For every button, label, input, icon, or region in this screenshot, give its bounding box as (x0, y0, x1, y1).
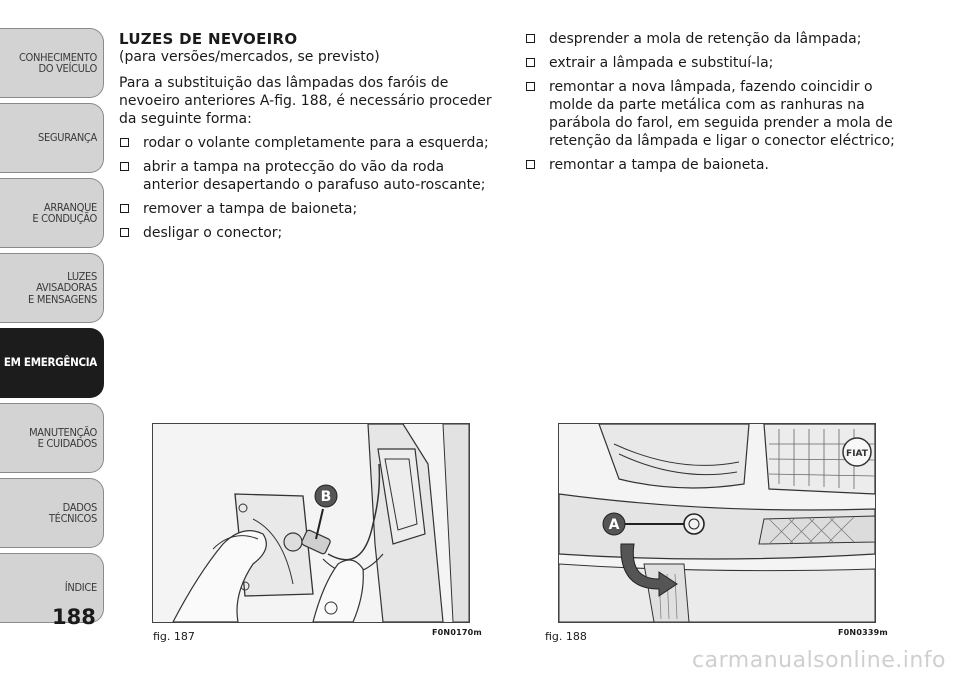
list-item (525, 156, 920, 174)
list-item (525, 30, 920, 48)
checkbox-bullet-icon (526, 160, 535, 169)
tab-seguranca[interactable] (0, 103, 104, 173)
tab-label-line: LUZES (67, 269, 97, 283)
list-item-text: desligar o conector; (143, 225, 283, 241)
tab-arranque-e-conducao[interactable] (0, 178, 104, 248)
list-item-text: remontar a nova lâmpada, fazendo coincidir o molde da parte metálica com as ranhuras na parábola do farol, em seguida prender a mola de retenção da lâmpada e ligar o conector eléctrico; (549, 79, 895, 149)
list-item (119, 224, 499, 242)
tab-label-line: TÉCNICOS (48, 512, 97, 525)
checkbox-bullet-icon (526, 58, 535, 67)
section-subheading: (para versões/mercados, se previsto) (119, 49, 380, 65)
figure-187-code: F0N0170m (432, 628, 482, 637)
tab-dados-tecnicos[interactable] (0, 478, 104, 548)
checkbox-bullet-icon (120, 204, 129, 213)
list-item-text: extrair a lâmpada e substituí-la; (549, 55, 774, 71)
checkbox-bullet-icon (526, 82, 535, 91)
tab-label-line: E MENSAGENS (28, 292, 97, 306)
tab-label-line: AVISADORAS (36, 281, 97, 295)
figure-188-illustration (558, 423, 876, 623)
tab-label-line: EM EMERGÊNCIA (3, 355, 97, 370)
front-bumper-drawing (559, 424, 875, 622)
intro-paragraph: Para a substituição das lâmpadas dos faróis de nevoeiro anteriores A-fig. 188, é necessário proceder da seguinte forma: (119, 75, 492, 127)
checkbox-bullet-icon (120, 162, 129, 171)
fog-lamp-connector-drawing (153, 424, 469, 622)
step-list (119, 134, 499, 242)
list-item-text: desprender a mola de retenção da lâmpada; (549, 31, 862, 47)
list-item (119, 200, 499, 218)
list-item (525, 78, 920, 150)
list-item-text: rodar o volante completamente para a esquerda; (143, 135, 489, 151)
fiat-logo-text: FIAT (846, 449, 868, 459)
tab-label-line: ARRANQUE (43, 200, 97, 214)
tab-label-line: ÍNDICE (64, 581, 97, 595)
figure-188-code: F0N0339m (838, 628, 888, 637)
list-item (119, 158, 499, 194)
figure-187-illustration (152, 423, 470, 623)
tab-label-line: DO VEÍCULO (38, 62, 97, 75)
list-item (119, 134, 499, 152)
callout-label-b: B (320, 489, 332, 505)
tab-em-emergencia[interactable] (0, 328, 104, 398)
watermark: carmanualsonline.info (692, 648, 946, 673)
tab-conhecimento-do-veiculo[interactable] (0, 28, 104, 98)
callout-label-a: A (608, 517, 620, 533)
tab-label-line: E CONDUÇÃO (32, 212, 97, 225)
list-item (525, 54, 920, 72)
tab-label-line: MANUTENÇÃO (29, 425, 97, 439)
list-item-text: remontar a tampa de baioneta. (549, 157, 769, 173)
section-heading: LUZES DE NEVOEIRO (119, 30, 298, 48)
checkbox-bullet-icon (526, 34, 535, 43)
list-item-text: abrir a tampa na protecção do vão da roda anterior desapertando o parafuso auto-roscante; (143, 159, 486, 193)
tab-label-line: CONHECIMENTO (18, 50, 97, 64)
tab-label-line: DADOS (62, 500, 97, 514)
left-text-column (119, 30, 499, 248)
tab-manutencao-e-cuidados[interactable] (0, 403, 104, 473)
figure-187-caption: fig. 187 (153, 630, 195, 643)
list-item-text: remover a tampa de baioneta; (143, 201, 358, 217)
checkbox-bullet-icon (120, 228, 129, 237)
tab-label-line: SEGURANÇA (37, 131, 97, 145)
tab-label-line: E CUIDADOS (37, 437, 97, 450)
figure-188-caption: fig. 188 (545, 630, 587, 643)
step-list (525, 30, 920, 174)
right-text-column (525, 30, 920, 180)
tab-luzes-avisadoras[interactable] (0, 253, 104, 323)
page-number: 188 (52, 605, 96, 629)
checkbox-bullet-icon (120, 138, 129, 147)
